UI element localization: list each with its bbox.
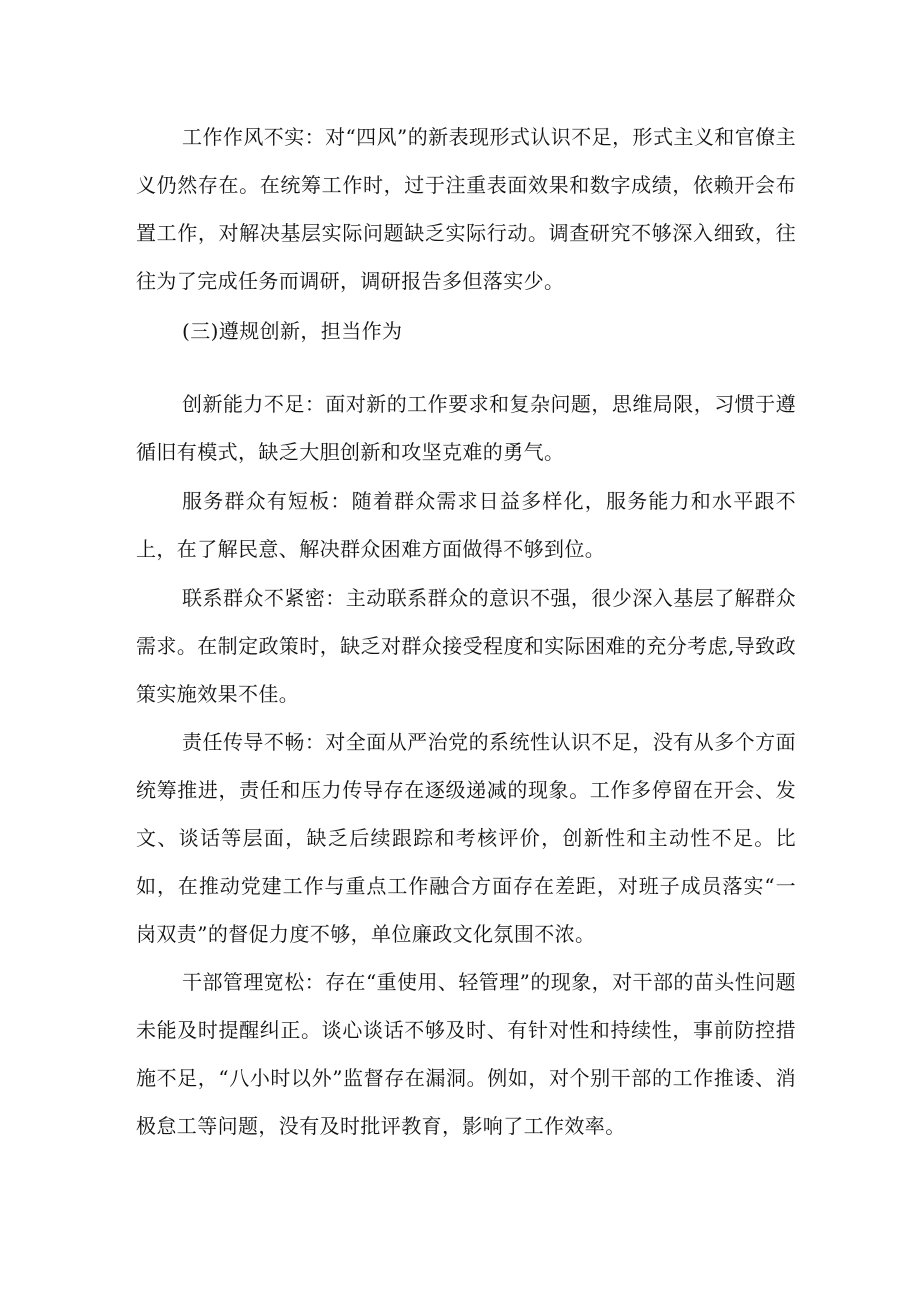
paragraph-service: 服务群众有短板：随着群众需求日益多样化，服务能力和水平跟不上，在了解民意、解决群众困难方面做得不够到位。 — [136, 489, 796, 561]
paragraph-work-style: 工作作风不实：对“四风”的新表现形式认识不足，形式主义和官僚主义仍然存在。在统筹工作时，过于注重表面效果和数字成绩，依赖开会布置工作，对解决基层实际问题缺乏实际行动。调查研究不够深入细致，往往为了完成任务而调研，调研报告多但落实少。 — [136, 125, 796, 293]
paragraph-innovation: 创新能力不足：面对新的工作要求和复杂问题，思维局限，习惯于遵循旧有模式，缺乏大胆创新和攻坚克难的勇气。 — [136, 392, 796, 464]
section-heading: (三)遵规创新，担当作为 — [182, 319, 403, 343]
paragraph-responsibility: 责任传导不畅：对全面从严治党的系统性认识不足，没有从多个方面统筹推进，责任和压力传导存在逐级递减的现象。工作多停留在开会、发文、谈话等层面，缺乏后续跟踪和考核评价，创新性和主动性不足。比如，在推动党建工作与重点工作融合方面存在差距，对班子成员落实“一岗双责”的督促力度不够，单位廉政文化氛围不浓。 — [136, 730, 796, 946]
paragraph-contact-masses: 联系群众不紧密：主动联系群众的意识不强，很少深入基层了解群众需求。在制定政策时，缺乏对群众接受程度和实际困难的充分考虑,导致政策实施效果不佳。 — [136, 586, 796, 706]
paragraph-cadre-management: 干部管理宽松：存在“重使用、轻管理”的现象，对干部的苗头性问题未能及时提醒纠正。谈心谈话不够及时、有针对性和持续性，事前防控措施不足，“八小时以外”监督存在漏洞。例如，对个别干部的工作推诿、消极怠工等问题，没有及时批评教育，影响了工作效率。 — [136, 970, 796, 1138]
